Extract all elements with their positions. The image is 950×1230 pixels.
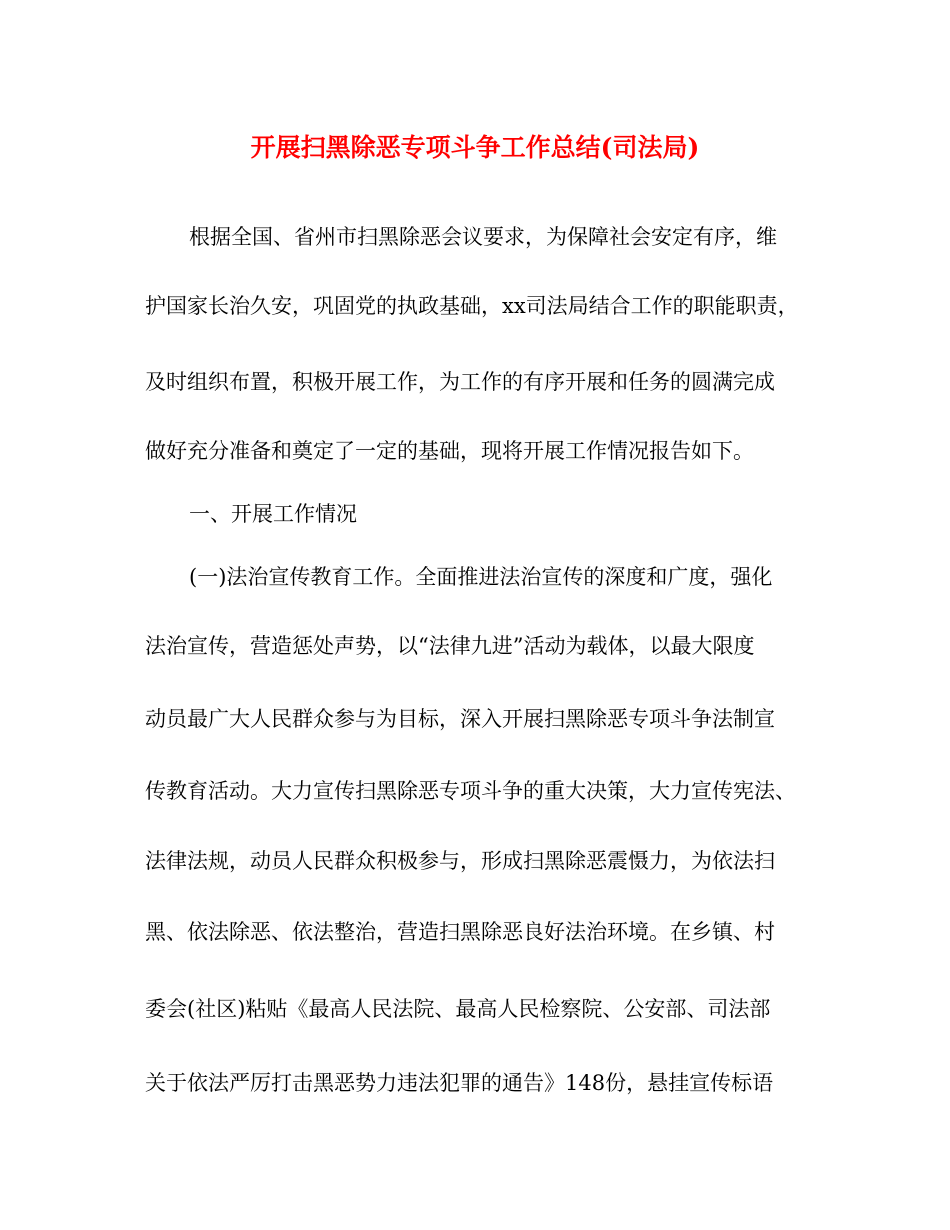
paragraph-line: 及时组织布置，积极开展工作，为工作的有序开展和任务的圆满完成 [145, 370, 775, 394]
paragraph-line: 做好充分准备和奠定了一定的基础，现将开展工作情况报告如下。 [145, 439, 754, 463]
paragraph-line: 黑、依法除恶、依法整治，营造扫黑除恶良好法治环境。在乡镇、村 [145, 920, 775, 944]
paragraph-line: 法律法规，动员人民群众积极参与，形成扫黑除恶震慑力，为依法扫 [145, 849, 775, 873]
paragraph-line: 法治宣传，营造惩处声势，以“法律九进”活动为载体，以最大限度 [145, 634, 755, 658]
paragraph-line: (一)法治宣传教育工作。全面推进法治宣传的深度和广度，强化 [189, 565, 773, 589]
paragraph-line: 传教育活动。大力宣传扫黑除恶专项斗争的重大决策，大力宣传宪法、 [145, 779, 796, 803]
paragraph-line: 委会(社区)粘贴《最高人民法院、最高人民检察院、公安部、司法部 [145, 997, 771, 1021]
section-heading: 一、开展工作情况 [189, 502, 357, 526]
paragraph-line: 动员最广大人民群众参与为目标，深入开展扫黑除恶专项斗争法制宣 [145, 707, 775, 731]
paragraph-line: 关于依法严厉打击黑恶势力违法犯罪的通告》148份，悬挂宣传标语 [145, 1071, 774, 1095]
paragraph-line: 护国家长治久安，巩固党的执政基础，xx司法局结合工作的职能职责， [145, 294, 799, 318]
document-title: 开展扫黑除恶专项斗争工作总结(司法局) [250, 133, 700, 162]
paragraph-line: 根据全国、省州市扫黑除恶会议要求，为保障社会安定有序，维 [189, 225, 777, 249]
